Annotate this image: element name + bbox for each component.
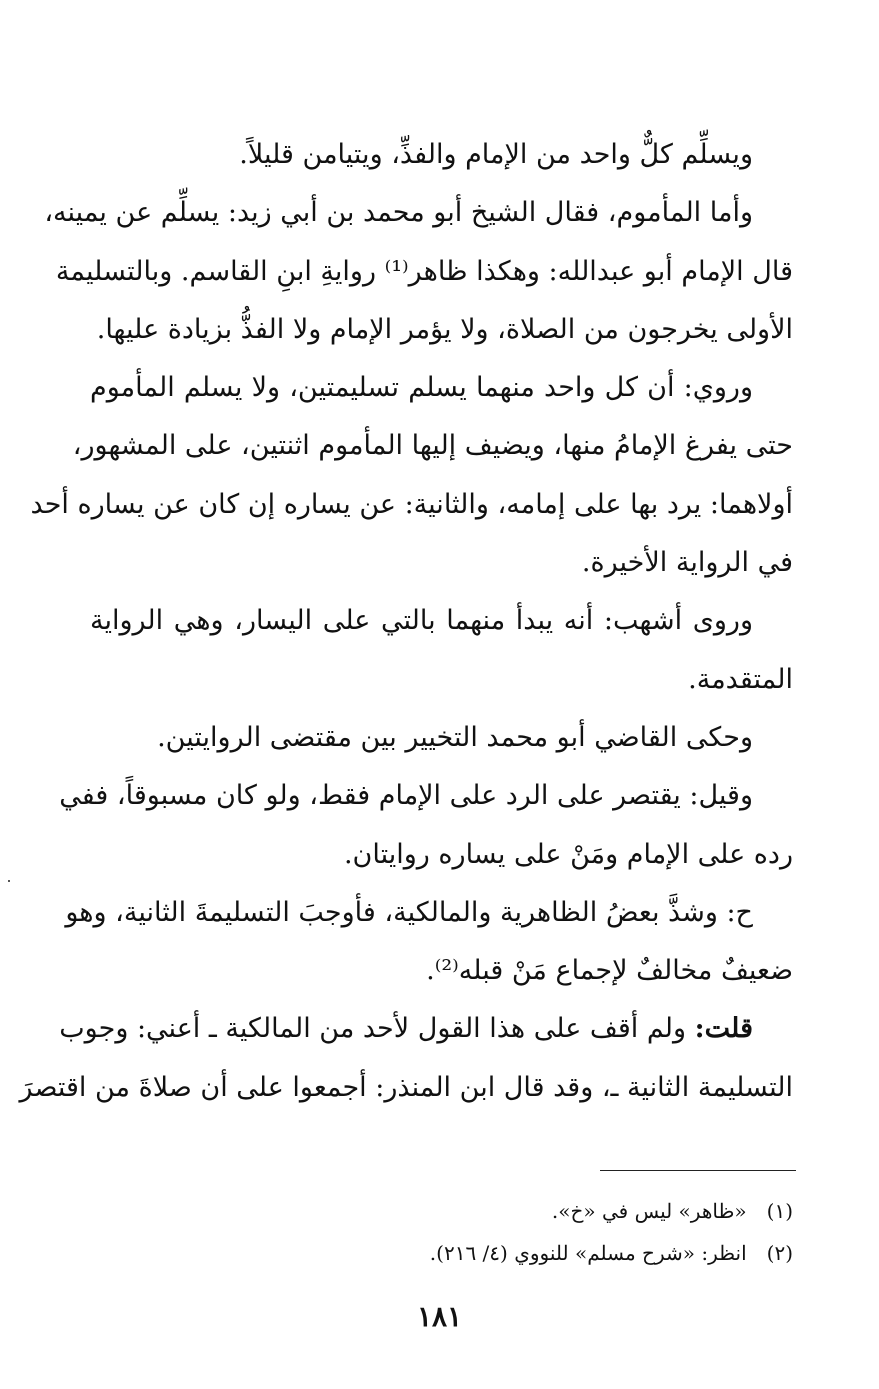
text-line: ضعيفٌ مخالفٌ لإجماع مَنْ قبله⁽²⁾. bbox=[426, 955, 793, 987]
text-line: قال الإمام أبو عبدالله: وهكذا ظاهر⁽¹⁾ روايةِ ابنِ القاسم. وبالتسليمة bbox=[55, 255, 793, 287]
main-text bbox=[19, 126, 793, 1117]
text-line: التسليمة الثانية ـ، وقد قال ابن المنذر: أجمعوا على أن صلاةَ من اقتصرَ bbox=[19, 1071, 793, 1103]
text-line: وروي: أن كل واحد منهما يسلم تسليمتين، ولا يسلم المأموم bbox=[90, 372, 753, 404]
text-line: وأما المأموم، فقال الشيخ أبو محمد بن أبي زيد: يسلِّم عن يمينه، bbox=[44, 197, 753, 229]
footnote-text: انظر: «شرح مسلم» للنووي (٤/ ٢١٦). bbox=[429, 1241, 747, 1265]
text-line: الأولى يخرجون من الصلاة، ولا يؤمر الإمام ولا الفذُّ بزيادة عليها. bbox=[96, 313, 793, 345]
text-line: رده على الإمام ومَنْ على يساره روايتان. bbox=[343, 838, 793, 870]
text-line: ح: وشذَّ بعضُ الظاهرية والمالكية، فأوجبَ التسليمةَ الثانية، وهو bbox=[65, 896, 753, 928]
text-line: في الرواية الأخيرة. bbox=[581, 547, 793, 579]
page-number: ١٨١ bbox=[416, 1300, 463, 1333]
text-line: وقيل: يقتصر على الرد على الإمام فقط، ولو كان مسبوقاً، ففي bbox=[59, 780, 753, 812]
footnotes bbox=[90, 1190, 793, 1274]
text-line bbox=[59, 1000, 793, 1058]
footnote-separator bbox=[600, 1170, 796, 1171]
footnote-number: (١) bbox=[766, 1199, 793, 1223]
text-line-content: ولم أقف على هذا القول لأحد من المالكية ـ أعني: وجوب bbox=[59, 1013, 687, 1045]
footnote-text: «ظاهر» ليس في «خ». bbox=[551, 1199, 747, 1223]
text-line: المتقدمة. bbox=[688, 663, 793, 695]
text-line: وروى أشهب: أنه يبدأ منهما بالتي على اليسار، وهي الرواية bbox=[90, 605, 753, 637]
text-line: أولاهما: يرد بها على إمامه، والثانية: عن يساره إن كان عن يساره أحد bbox=[30, 488, 793, 520]
margin-speck bbox=[8, 880, 10, 882]
text-line: ويسلِّم كلٌّ واحد من الإمام والفذِّ، ويتيامن قليلاً. bbox=[239, 139, 753, 170]
text-line: وحكى القاضي أبو محمد التخيير بين مقتضى الروايتين. bbox=[157, 721, 753, 753]
bold-lead: قلت: bbox=[694, 1013, 753, 1045]
footnote-item bbox=[90, 1190, 793, 1232]
text-line: حتى يفرغ الإمامُ منها، ويضيف إليها المأموم اثنتين، على المشهور، bbox=[72, 430, 793, 462]
footnote-number: (٢) bbox=[766, 1241, 793, 1265]
footnote-item bbox=[90, 1232, 793, 1274]
